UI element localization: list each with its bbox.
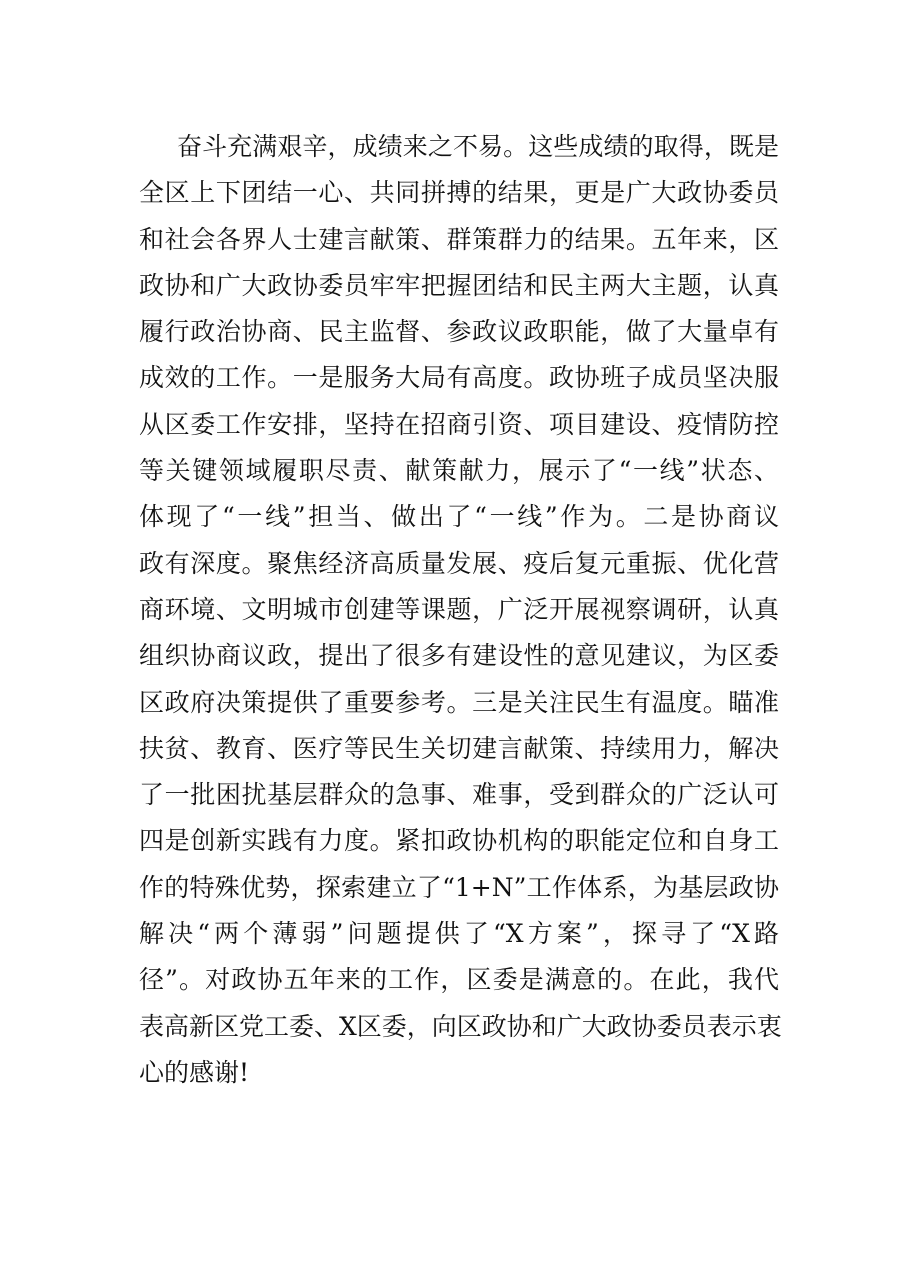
paragraph-line: 扶贫、教育、医疗等民生关切建言献策、持续用力，解决 [139, 733, 779, 763]
paragraph-line: 了一批困扰基层群众的急事、难事，受到群众的广泛认可 [139, 780, 779, 810]
paragraph-line: 四是创新实践有力度。紧扣政协机构的职能定位和自身工 [139, 826, 779, 856]
paragraph-line: 解决“两个薄弱”问题提供了“X方案”，探寻了“X路 [139, 919, 779, 949]
paragraph-line: 心的感谢! [139, 1057, 250, 1087]
paragraph-line: 区政府决策提供了重要参考。三是关注民生有温度。瞄准 [139, 687, 779, 717]
body-paragraph [139, 124, 782, 1096]
paragraph-line: 体现了“一线”担当、做出了“一线”作为。二是协商议 [139, 502, 779, 532]
paragraph-line: 作的特殊优势，探索建立了“1+N”工作体系，为基层政协 [139, 872, 779, 902]
paragraph-line: 商环境、文明城市创建等课题，广泛开展视察调研，认真 [139, 594, 779, 624]
paragraph-line: 政协和广大政协委员牢牢把握团结和民主两大主题，认真 [139, 270, 779, 300]
paragraph-line: 等关键领域履职尽责、献策献力，展示了“一线”状态、 [139, 456, 779, 486]
paragraph-line: 组织协商议政，提出了很多有建设性的意见建议，为区委 [139, 641, 779, 671]
paragraph-line: 径”。对政协五年来的工作，区委是满意的。在此，我代 [139, 965, 779, 995]
paragraph-line: 履行政治协商、民主监督、参政议政职能，做了大量卓有 [139, 317, 779, 347]
paragraph-line: 成效的工作。一是服务大局有高度。政协班子成员坚决服 [139, 363, 779, 393]
paragraph-line: 全区上下团结一心、共同拼搏的结果，更是广大政协委员 [139, 178, 779, 208]
paragraph-line: 表高新区党工委、X区委，向区政协和广大政协委员表示衷 [139, 1011, 782, 1041]
paragraph-line: 奋斗充满艰辛，成绩来之不易。这些成绩的取得，既是 [177, 132, 779, 161]
paragraph-line: 和社会各界人士建言献策、群策群力的结果。五年来，区 [139, 224, 779, 254]
paragraph-line: 从区委工作安排，坚持在招商引资、项目建设、疫情防控 [139, 409, 779, 439]
paragraph-line: 政有深度。聚焦经济高质量发展、疫后复元重振、优化营 [139, 548, 779, 578]
